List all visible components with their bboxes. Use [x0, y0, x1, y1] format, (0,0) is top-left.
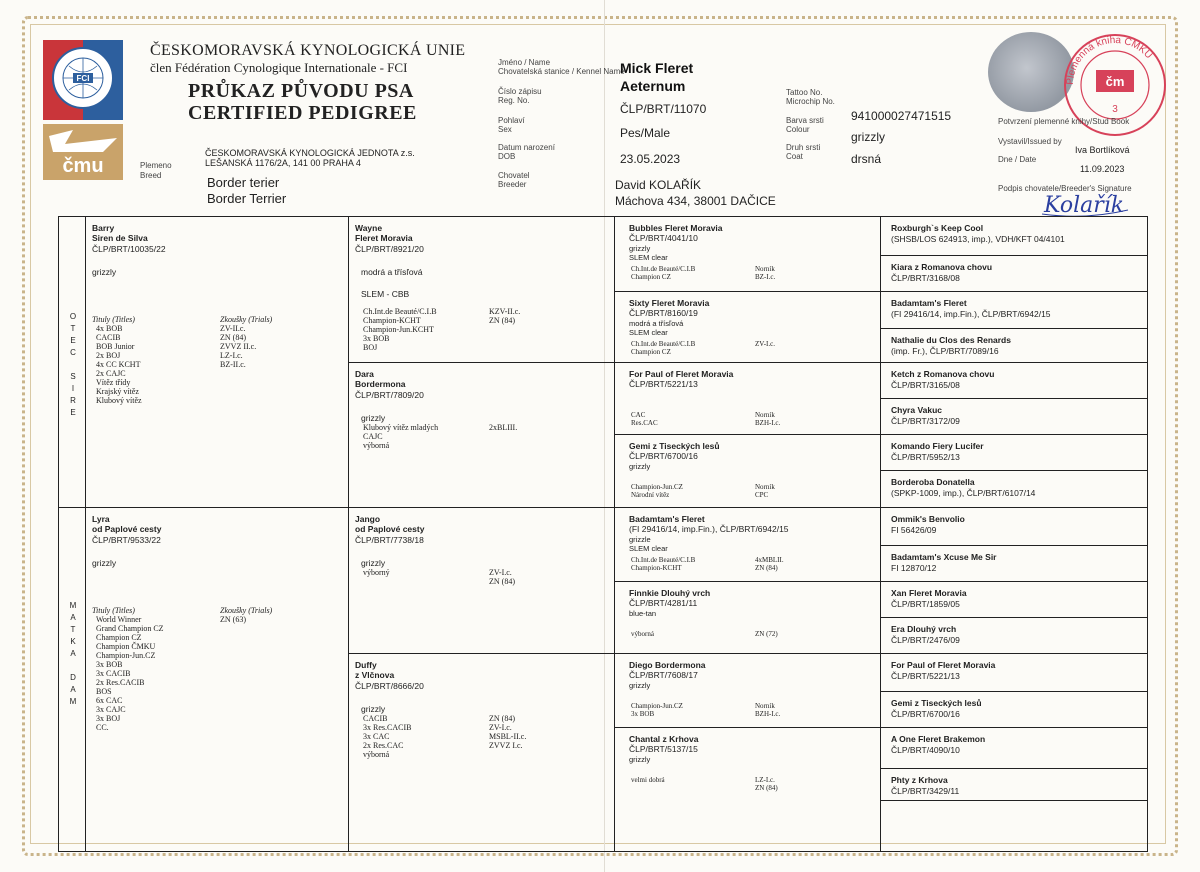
gen4-cell: [880, 581, 1148, 618]
gen2-left-item: 3x CAC: [363, 732, 390, 741]
sire-color: grizzly: [92, 267, 117, 277]
gen4-name: Borderoba Donatella: [891, 477, 975, 487]
unit-address: LEŠANSKÁ 1176/2A, 141 00 PRAHA 4: [205, 158, 361, 168]
gen3-right-item: BZH-I.c.: [755, 419, 781, 427]
issue-date: 11.09.2023: [1080, 164, 1125, 174]
sire-title-item: 2x BOJ: [96, 351, 121, 360]
dog-sex: Pes/Male: [620, 126, 671, 140]
pedigree-table: [58, 216, 1148, 852]
breeder-address: Máchova 434, 38001 DAČICE: [615, 194, 776, 208]
side-letter: T: [70, 324, 76, 333]
side-letter: [67, 660, 79, 672]
name-label-cz: Jméno / Name: [498, 58, 551, 67]
gen2-left-list: [363, 714, 411, 759]
signature-text: Kolařík: [1044, 193, 1125, 218]
gen3-left-list: [631, 411, 658, 427]
gen3-left-item: Champion-KCHT: [631, 564, 682, 572]
gen2-name2: Fleret Moravia: [355, 233, 413, 243]
gen4-name: Komando Fiery Lucifer: [891, 441, 984, 451]
gen3-left-item: Champion-Jun.CZ: [631, 702, 683, 710]
side-letter: T: [70, 625, 76, 634]
gen4-name: Nathalie du Clos des Renards: [891, 335, 1011, 345]
gen2-left-item: 2x Res.CAC: [363, 741, 404, 750]
gen4-name: Xan Fleret Moravia: [891, 588, 967, 598]
gen4-name: Ketch z Romanova chovu: [891, 369, 995, 379]
gen3-right-list: [755, 483, 775, 499]
dam-title-item: CC.: [96, 723, 109, 732]
dog-kennel: Aeternum: [620, 78, 686, 94]
date-label: Dne / Date: [998, 155, 1037, 164]
dam-title-item: Grand Champion CZ: [96, 624, 164, 633]
gen4-reg: ČLP/BRT/3172/09: [891, 416, 960, 426]
side-letter: D: [70, 673, 76, 682]
side-letter: K: [70, 637, 76, 646]
dam-title-item: Champion-Jun.CZ: [96, 651, 156, 660]
dam-name2: od Paplové cesty: [92, 524, 162, 534]
gen3-cell: [614, 434, 881, 508]
gen4-cell: [880, 362, 1148, 399]
gen4-cell: [880, 470, 1148, 508]
gen3-left-list: [631, 340, 695, 356]
dam-title-item: 3x BOB: [96, 660, 123, 669]
sire-exam-item: ZVVZ II.c.: [220, 342, 257, 351]
gen4-name: Badamtam's Xcuse Me Sir: [891, 552, 997, 562]
side-letter: A: [70, 685, 76, 694]
sire-exams: [220, 324, 256, 369]
gen4-reg: (SPKP-1009, imp.), ČLP/BRT/6107/14: [891, 488, 1036, 498]
side-letter: A: [70, 613, 76, 622]
sire-title-item: 4x BOB: [96, 324, 123, 333]
gen3-right-item: Norník: [755, 702, 775, 710]
coat-label-en: Coat: [786, 152, 803, 161]
gen4-cell: [880, 545, 1148, 582]
gen4-cell: [880, 507, 1148, 546]
gen2-right-list: [489, 423, 517, 432]
breed-en: Border Terrier: [207, 191, 287, 206]
gen2-right-list: [489, 568, 515, 586]
gen2-left-item: BOJ: [363, 343, 378, 352]
reg-label-cz: Číslo zápisu: [498, 87, 542, 96]
dam-name1: Lyra: [92, 514, 110, 524]
cmku-fci-logo: [43, 40, 123, 180]
gen3-right-item: 4xMBLII.: [755, 556, 784, 564]
gen3-reg: ČLP/BRT/4281/11: [629, 598, 698, 608]
gen3-line: SLEM clear: [629, 544, 668, 553]
title-cz: PRŮKAZ PŮVODU PSA: [188, 80, 414, 102]
gen3-line: modrá a třísľová: [629, 319, 684, 328]
gen3-left-item: CAC: [631, 411, 646, 419]
gen4-reg: (SHSB/LOS 624913, imp.), VDH/KFT 04/4101: [891, 234, 1065, 244]
gen4-name: Era Dlouhý vrch: [891, 624, 957, 634]
gen3-left-list: [631, 483, 683, 499]
gen2-right-list: [489, 714, 526, 750]
dam-exams: [220, 615, 246, 624]
gen2-reg: ČLP/BRT/8666/20: [355, 681, 424, 691]
gen3-right-item: ZN (72): [755, 630, 778, 638]
gen2-reg: ČLP/BRT/7738/18: [355, 535, 424, 545]
gen3-cell: [614, 581, 881, 654]
gen3-left-item: Ch.Int.de Beauté/C.I.B: [631, 340, 696, 348]
gen4-reg: ČLP/BRT/3429/11: [891, 786, 960, 796]
dog-dob: 23.05.2023: [620, 152, 681, 166]
gen2-extra: SLEM - CBB: [361, 289, 410, 299]
sire-title-item: Klubový vítěz: [96, 396, 142, 405]
colour-value: grizzly: [851, 130, 886, 144]
gen2-right-item: 2xBLIII.: [489, 423, 518, 432]
side-letter: O: [69, 312, 77, 321]
gen2-right-item: ZV-I.c.: [489, 723, 512, 732]
dam-side-label: [67, 600, 79, 708]
gen2-name1: Jango: [355, 514, 381, 524]
gen3-right-item: BZH-I.c.: [755, 710, 781, 718]
microchip-value: 941000027471515: [851, 109, 952, 123]
side-letter: I: [71, 384, 75, 393]
gen2-left-item: 3x Res.CACIB: [363, 723, 412, 732]
gen4-cell: [880, 727, 1148, 769]
gen3-cell: [614, 727, 881, 852]
gen4-name: A One Fleret Brakemon: [891, 734, 986, 744]
dam-title-item: World Winner: [96, 615, 142, 624]
svg-text:Plemenná kniha ČMKU: Plemenná kniha ČMKU: [1064, 34, 1155, 86]
dam-side-cell: [58, 507, 86, 852]
sire-title-item: Vítěz třídy: [96, 378, 131, 387]
gen3-left-item: Champion CZ: [631, 273, 671, 281]
gen4-cell: [880, 768, 1148, 801]
gen2-right-item: ZVVZ I.c.: [489, 741, 523, 750]
gen2-color: modrá a třísľová: [361, 267, 423, 277]
gen2-left-list: [363, 307, 437, 352]
gen3-line: SLEM clear: [629, 328, 668, 337]
gen3-right-item: Norník: [755, 483, 775, 491]
gen2-reg: ČLP/BRT/8921/20: [355, 244, 424, 254]
gen2-color: grizzly: [361, 558, 386, 568]
tattoo-label: Tattoo No.: [786, 88, 823, 97]
gen2-left-item: 3x BOB: [363, 334, 390, 343]
dam-exam-item: ZN (63): [220, 615, 246, 624]
gen3-left-list: [631, 265, 695, 281]
stud-book-label: Potvrzení plemenné knihy/Stud Book: [998, 117, 1130, 126]
gen3-reg: ČLP/BRT/8160/19: [629, 308, 698, 318]
gen3-line: grizzly: [629, 244, 651, 253]
gen3-name: Chantal z Krhova: [629, 734, 699, 744]
dam-title-item: Champion CZ: [96, 633, 142, 642]
gen4-name: Badamtam's Fleret: [891, 298, 967, 308]
side-letter: A: [70, 649, 76, 658]
sire-exam-item: LZ-I.c.: [220, 351, 243, 360]
sire-exams-label: Zkoušky (Trials): [220, 315, 273, 324]
microchip-label: Microchip No.: [786, 97, 835, 106]
sex-label-cz: Pohlaví: [498, 116, 525, 125]
stamp-number: 3: [1112, 104, 1118, 115]
gen3-cell: [614, 362, 881, 435]
gen4-name: Kiara z Romanova chovu: [891, 262, 993, 272]
side-letter: E: [70, 336, 76, 345]
gen3-left-list: [631, 776, 665, 784]
gen2-color: grizzly: [361, 413, 386, 423]
gen3-left-list: [631, 702, 683, 718]
gen3-right-item: Norník: [755, 265, 775, 273]
gen3-right-item: Norník: [755, 411, 775, 419]
gen3-reg: ČLP/BRT/5221/13: [629, 379, 698, 389]
gen3-left-item: 3x BOB: [631, 710, 655, 718]
stamp-logo-text: čm: [1105, 74, 1125, 89]
gen3-name: Bubbles Fleret Moravia: [629, 223, 723, 233]
gen3-right-item: ZN (84): [755, 784, 778, 792]
dam-color: grizzly: [92, 558, 117, 568]
side-letter: E: [70, 408, 76, 417]
gen3-right-item: BZ-I.c.: [755, 273, 776, 281]
side-letter: C: [70, 348, 76, 357]
gen3-reg: ČLP/BRT/6700/16: [629, 451, 698, 461]
gen3-name: Sixty Fleret Moravia: [629, 298, 710, 308]
gen2-color: grizzly: [361, 704, 386, 714]
org-member: člen Fédération Cynologique Internationale - FCI: [150, 60, 408, 75]
sire-title-item: BOB Junior: [96, 342, 135, 351]
gen3-left-list: [631, 630, 654, 638]
gen3-left-item: velmi dobrá: [631, 776, 665, 784]
gen3-left-item: Ch.Int.de Beauté/C.I.B: [631, 265, 696, 273]
dog-name: Mick Fleret: [620, 60, 694, 76]
gen2-cell: [348, 216, 615, 363]
gen2-name2: z Vlčnova: [355, 670, 395, 680]
breed-label-en: Breed: [140, 171, 162, 180]
title-en: CERTIFIED PEDIGREE: [188, 102, 417, 124]
gen2-right-item: ZN (84): [489, 316, 515, 325]
gen3-right-list: [755, 702, 780, 718]
dam-title-item: Champion ČMKU: [96, 642, 156, 651]
sire-exam-item: ZN (84): [220, 333, 246, 342]
sire-titles: [96, 324, 142, 405]
gen2-left-item: výborná: [363, 750, 390, 759]
gen4-cell: [880, 216, 1148, 256]
gen3-left-item: Res.CAC: [631, 419, 658, 427]
coat-label-cz: Druh srsti: [786, 143, 821, 152]
gen4-cell: [880, 691, 1148, 728]
gen3-right-list: [755, 411, 780, 427]
gen2-cell: [348, 362, 615, 508]
gen3-left-item: Champion CZ: [631, 348, 671, 356]
gen3-name: Badamtam's Fleret: [629, 514, 705, 524]
gen3-reg: ČLP/BRT/4041/10: [629, 233, 698, 243]
side-letter: R: [70, 396, 76, 405]
colour-label-cz: Barva srsti: [786, 116, 824, 125]
gen3-right-list: [755, 265, 775, 281]
gen4-cell: [880, 653, 1148, 692]
sire-title-item: Krajský vítěz: [96, 387, 139, 396]
sire-reg: ČLP/BRT/10035/22: [92, 244, 166, 254]
gen2-left-item: Champion-KCHT: [363, 316, 421, 325]
breed-label-cz: Plemeno: [140, 161, 172, 170]
gen2-name2: Bordermona: [355, 379, 406, 389]
breeder-label-cz: Chovatel: [498, 171, 530, 180]
sire-title-item: 4x CC KCHT: [96, 360, 141, 369]
gen2-left-item: Champion-Jun.KCHT: [363, 325, 434, 334]
name-label-en: Chovatelská stanice / Kennel Name: [498, 67, 625, 76]
sex-label-en: Sex: [498, 125, 512, 134]
gen4-reg: FI 12870/12: [891, 563, 937, 573]
gen2-right-list: [489, 307, 520, 325]
sire-exam-item: ZV-II.c.: [220, 324, 246, 333]
gen3-reg: (FI 29416/14, imp.Fin.), ČLP/BRT/6942/15: [629, 524, 789, 534]
gen2-right-item: ZV-I.c.: [489, 568, 512, 577]
gen4-reg: FI 56426/09: [891, 525, 937, 535]
org-name: ČESKOMORAVSKÁ KYNOLOGICKÁ UNIE: [150, 42, 466, 59]
gen2-left-item: Klubový vítěz mladých: [363, 423, 439, 432]
gen3-right-list: [755, 630, 778, 638]
dog-reg: ČLP/BRT/11070: [620, 102, 707, 116]
dam-title-item: 3x CACIB: [96, 669, 131, 678]
fci-logo-text: FCI: [76, 74, 90, 83]
gen4-reg: ČLP/BRT/5952/13: [891, 452, 960, 462]
gen2-left-list: [363, 423, 438, 450]
issued-by-label: Vystavil/Issued by: [998, 137, 1062, 146]
breeder-label-en: Breeder: [498, 180, 527, 189]
gen3-left-item: Národní vítěz: [631, 491, 670, 499]
gen3-left-item: výborná: [631, 630, 654, 638]
gen2-cell: [348, 653, 615, 852]
gen4-reg: ČLP/BRT/3168/08: [891, 273, 960, 283]
gen4-reg: ČLP/BRT/6700/16: [891, 709, 960, 719]
gen2-right-item: ZN (84): [489, 714, 515, 723]
gen3-left-item: Champion-Jun.CZ: [631, 483, 683, 491]
cmku-logo-text: čmu: [62, 155, 104, 177]
gen3-name: Gemi z Tiseckých lesů: [629, 441, 720, 451]
sire-cell: [85, 216, 349, 508]
gen3-line: grizzle: [629, 535, 651, 544]
gen4-cell: [880, 434, 1148, 471]
side-letter: M: [69, 601, 77, 610]
sire-name2: Siren de Silva: [92, 233, 148, 243]
dam-title-item: 3x BOJ: [96, 714, 121, 723]
issued-by-value: Iva Bortlíková: [1075, 145, 1130, 155]
sire-exam-item: BZ-II.c.: [220, 360, 246, 369]
breeder-name: David KOLAŘÍK: [615, 178, 702, 192]
gen3-cell: [614, 291, 881, 363]
gen3-name: Finnkie Dlouhý vrch: [629, 588, 711, 598]
dam-title-item: BOS: [96, 687, 112, 696]
gen4-name: Roxburgh`s Keep Cool: [891, 223, 984, 233]
gen4-reg: (imp. Fr.), ČLP/BRT/7089/16: [891, 346, 999, 356]
breed-cz: Border terier: [207, 175, 280, 190]
gen3-left-list: [631, 556, 695, 572]
gen3-line: grizzly: [629, 755, 651, 764]
sire-name1: Barry: [92, 223, 115, 233]
gen3-name: Diego Bordermona: [629, 660, 706, 670]
gen3-cell: [614, 216, 881, 292]
gen4-reg: ČLP/BRT/2476/09: [891, 635, 960, 645]
colour-label-en: Colour: [786, 125, 810, 134]
gen3-cell: [614, 653, 881, 728]
reg-label-en: Reg. No.: [498, 96, 530, 105]
gen2-right-item: KZV-II.c.: [489, 307, 521, 316]
gen4-reg: ČLP/BRT/3165/08: [891, 380, 960, 390]
gen3-reg: ČLP/BRT/7608/17: [629, 670, 698, 680]
dob-label-en: DOB: [498, 152, 516, 161]
gen4-cell: [880, 617, 1148, 654]
gen3-right-item: CPC: [755, 491, 769, 499]
gen2-reg: ČLP/BRT/7809/20: [355, 390, 424, 400]
gen4-name: Gemi z Tiseckých lesů: [891, 698, 982, 708]
sire-title-item: CACIB: [96, 333, 121, 342]
gen3-cell: [614, 507, 881, 582]
gen4-reg: ČLP/BRT/5221/13: [891, 671, 960, 681]
dam-titles: [96, 615, 164, 732]
gen3-left-item: Ch.Int.de Beauté/C.I.B: [631, 556, 696, 564]
gen3-name: For Paul of Fleret Moravia: [629, 369, 734, 379]
coat-value: drsná: [851, 152, 882, 166]
side-letter: M: [69, 697, 77, 706]
gen3-line: grizzly: [629, 681, 651, 690]
sire-titles-label: Tituly (Titles): [92, 315, 135, 324]
gen4-cell: [880, 255, 1148, 292]
gen3-line: blue-tan: [629, 609, 657, 618]
sire-side-label: [67, 311, 79, 419]
unit-name: ČESKOMORAVSKÁ KYNOLOGICKÁ JEDNOTA z.s.: [205, 148, 415, 158]
dam-reg: ČLP/BRT/9533/22: [92, 535, 161, 545]
gen2-name1: Wayne: [355, 223, 383, 233]
gen2-cell: [348, 507, 615, 654]
gen4-cell: [880, 398, 1148, 435]
gen2-left-item: výborný: [363, 568, 390, 577]
dam-title-item: 3x CAJC: [96, 705, 126, 714]
dam-title-item: 6x CAC: [96, 696, 123, 705]
gen3-reg: ČLP/BRT/5137/15: [629, 744, 698, 754]
gen2-left-list: [363, 568, 390, 577]
dam-title-item: 2x Res.CACIB: [96, 678, 145, 687]
gen4-reg: ČLP/BRT/1859/05: [891, 599, 960, 609]
sire-title-item: 2x CAJC: [96, 369, 126, 378]
gen4-name: Phty z Krhova: [891, 775, 948, 785]
gen3-right-item: ZV-I.c.: [755, 340, 775, 348]
side-letter: S: [70, 372, 76, 381]
gen3-right-item: ZN (84): [755, 564, 778, 572]
signature-label: Podpis chovatele/Breeder's Signature: [998, 184, 1132, 193]
dam-titles-label: Tituly (Titles): [92, 606, 135, 615]
side-letter: [67, 359, 79, 371]
dob-label-cz: Datum narození: [498, 143, 555, 152]
gen4-name: Chyra Vakuc: [891, 405, 943, 415]
gen2-name1: Dara: [355, 369, 374, 379]
gen3-line: grizzly: [629, 462, 651, 471]
gen2-right-item: MSBL-II.c.: [489, 732, 527, 741]
gen4-cell: [880, 291, 1148, 329]
gen3-right-list: [755, 556, 784, 572]
gen3-line: SLEM clear: [629, 253, 668, 262]
gen2-name2: od Paplové cesty: [355, 524, 425, 534]
gen2-left-item: CACIB: [363, 714, 388, 723]
gen2-left-item: CAJC: [363, 432, 383, 441]
gen2-right-item: ZN (84): [489, 577, 515, 586]
gen4-reg: ČLP/BRT/4090/10: [891, 745, 960, 755]
sire-side-cell: [58, 216, 86, 508]
gen2-left-item: výborná: [363, 441, 390, 450]
gen3-right-list: [755, 340, 775, 348]
dam-exams-label: Zkoušky (Trials): [220, 606, 273, 615]
gen3-right-item: LZ-I.c.: [755, 776, 775, 784]
gen4-reg: (FI 29416/14, imp.Fin.), ČLP/BRT/6942/15: [891, 309, 1051, 319]
gen2-name1: Duffy: [355, 660, 377, 670]
gen4-cell: [880, 328, 1148, 363]
gen4-name: Ommik's Benvolio: [891, 514, 965, 524]
dam-cell: [85, 507, 349, 852]
gen2-left-item: Ch.Int.de Beauté/C.I.B: [363, 307, 437, 316]
gen3-right-list: [755, 776, 778, 792]
gen4-name: For Paul of Fleret Moravia: [891, 660, 996, 670]
breeder-signature-icon: [1040, 186, 1130, 220]
